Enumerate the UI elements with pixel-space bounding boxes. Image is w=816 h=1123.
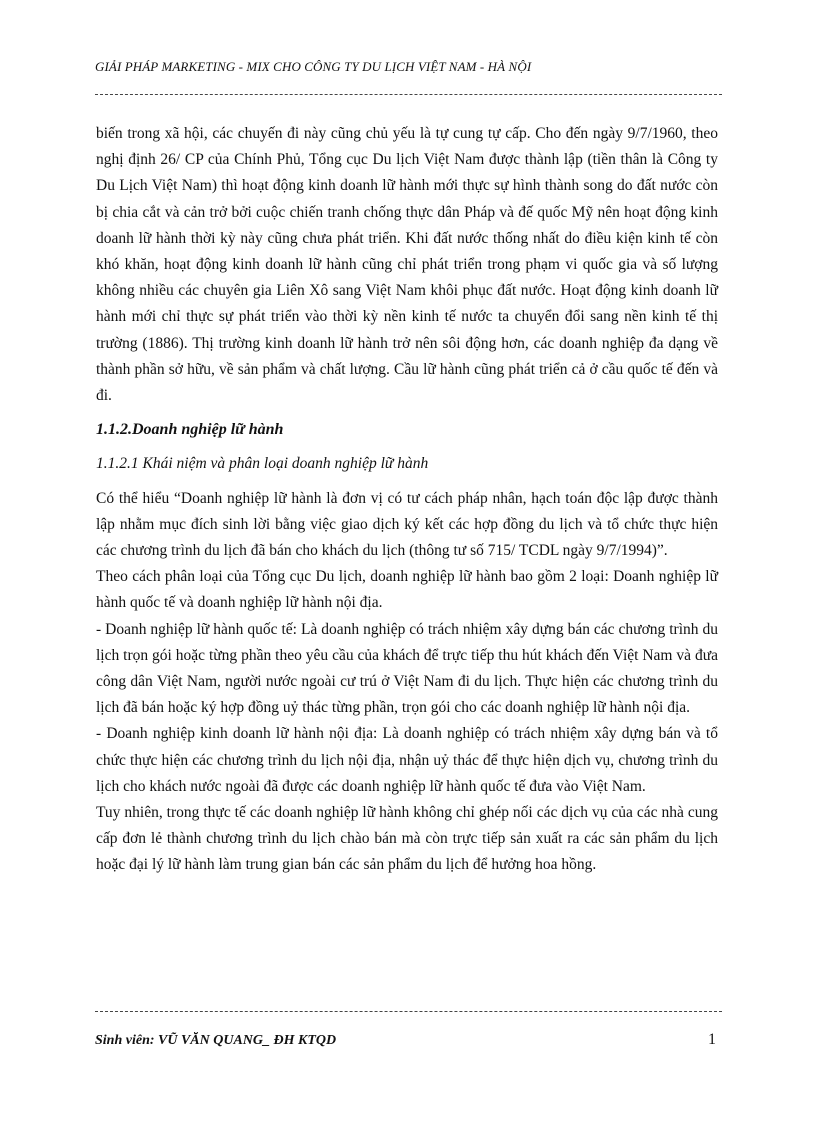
paragraph-international: - Doanh nghiệp lữ hành quốc tế: Là doanh nghiệp có trách nhiệm xây dựng bán các chương trình du lịch trọn gói hoặc từng phần theo yêu cầu của khách để trực tiếp thu hút khách đến Việt Nam và đưa công dân Việt Nam, người nước ngoài cư trú ở Việt Nam đi du lịch. Thực hiện các chương trình du lịch đã bán hoặc ký hợp đồng uỷ thác từng phần, trọn gói cho các doanh nghiệp lữ hành nội địa. [96, 620, 718, 717]
footer-author: Sinh viên: VŨ VĂN QUANG_ ĐH KTQD [95, 1033, 337, 1048]
section-heading: 1.1.2.Doanh nghiệp lữ hành [96, 421, 284, 439]
paragraph-history: biến trong xã hội, các chuyến đi này cũng chủ yếu là tự cung tự cấp. Cho đến ngày 9/7/1960, theo nghị định 26/ CP của Chính Phủ, Tổng cục Du lịch Việt Nam được thành lập (tiền thân là Công ty Du Lịch Việt Nam) thì hoạt động kinh doanh lữ hành mới thực sự hình thành song do đất nước còn bị chia cắt và cản trở bởi cuộc chiến tranh chống thực dân Pháp và đế quốc Mỹ nên hoạt động kinh doanh lữ hành thời kỳ này cũng chưa phát triển. Khi đất nước thống nhất do điều kiện kinh tế còn khó khăn, hoạt động kinh doanh lữ hành cũng chỉ phát triển trong phạm vi quốc gia và số lượng không nhiều các chuyên gia Liên Xô sang Việt Nam khôi phục đất nước. Hoạt động kinh doanh lữ hành mới chỉ thực sự phát triển vào thời kỳ nền kinh tế nước ta chuyển đổi sang nền kinh tế thị trường (1886). Thị trường kinh doanh lữ hành trở nên sôi động hơn, các doanh nghiệp đa dạng về thành phần sở hữu, về sản phẩm và chất lượng. Cầu lữ hành cũng phát triển cả ở cầu quốc tế đến và đi. [96, 125, 718, 405]
subsection-heading: 1.1.2.1 Khái niệm và phân loại doanh nghiệp lữ hành [96, 455, 429, 473]
paragraph-domestic: - Doanh nghiệp kinh doanh lữ hành nội địa: Là doanh nghiệp có trách nhiệm xây dựng bán và tổ chức thực hiện các chương trình du lịch nội địa, nhận uỷ thác để thực hiện dịch vụ, chương trình du lịch cho khách nước ngoài đã được các doanh nghiệp lữ hành quốc tế đưa vào Việt Nam. [96, 725, 718, 795]
header-divider [95, 94, 722, 95]
paragraph-classification: Theo cách phân loại của Tổng cục Du lịch, doanh nghiệp lữ hành bao gồm 2 loại: Doanh nghiệp lữ hành quốc tế và doanh nghiệp lữ hành nội địa. [96, 568, 718, 612]
paragraph-practice: Tuy nhiên, trong thực tế các doanh nghiệp lữ hành không chỉ ghép nối các dịch vụ của các nhà cung cấp đơn lẻ thành chương trình du lịch chào bán mà còn trực tiếp sản xuất ra các sản phẩm du lịch hoặc đại lý lữ hành làm trung gian bán các sản phẩm du lịch để hưởng hoa hồng. [96, 804, 718, 874]
paragraph-definition: Có thể hiểu “Doanh nghiệp lữ hành là đơn vị có tư cách pháp nhân, hạch toán độc lập được thành lập nhằm mục đích sinh lời bằng việc giao dịch ký kết các hợp đồng du lịch và tổ chức thực hiện các chương trình du lịch đã bán cho khách du lịch (thông tư số 715/ TCDL ngày 9/7/1994)”. [96, 489, 718, 560]
running-header: GIẢI PHÁP MARKETING - MIX CHO CÔNG TY DU LỊCH VIỆT NAM - HÀ NỘI [95, 59, 532, 74]
page-number: 1 [708, 1031, 716, 1048]
document-body [96, 121, 718, 879]
footer-divider [95, 1011, 722, 1012]
